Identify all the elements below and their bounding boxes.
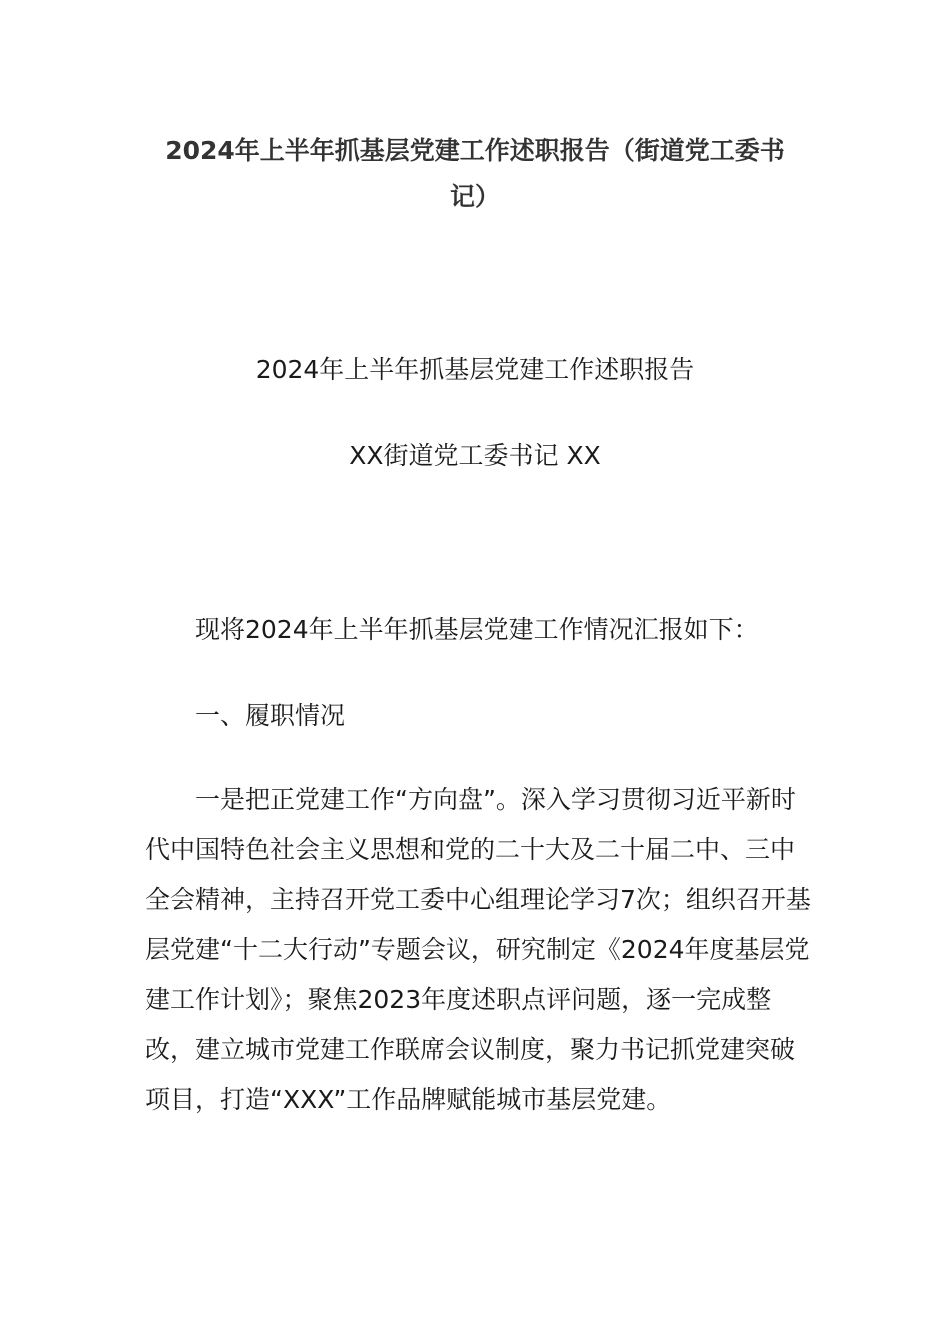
author-line: XX街道党工委书记 XX bbox=[349, 441, 601, 470]
intro-paragraph: 现将2024年上半年抓基层党建工作情况汇报如下： bbox=[195, 615, 759, 644]
body-paragraph: 一是把正党建工作“方向盘”。深入学习贯彻习近平新时代中国特色社会主义思想和党的二十大及二十届二中、三中全会精神，主持召开党工委中心组理论学习7次；组织召开基层党建“十二大行动”专题会议，研究制定《2024年度基层党建工作计划》；聚焦2023年度述职点评问题，逐一完成整改，建立城市党建工作联席会议制度，聚力书记抓党建突破项目，打造“XXX”工作品牌赋能城市基层党建。 bbox=[145, 785, 811, 1114]
report-subtitle: 2024年上半年抓基层党建工作述职报告 bbox=[255, 355, 695, 384]
section-heading: 一、履职情况 bbox=[195, 701, 346, 730]
document-title: 2024年上半年抓基层党建工作述职报告（街道党工委书记） bbox=[165, 136, 785, 211]
